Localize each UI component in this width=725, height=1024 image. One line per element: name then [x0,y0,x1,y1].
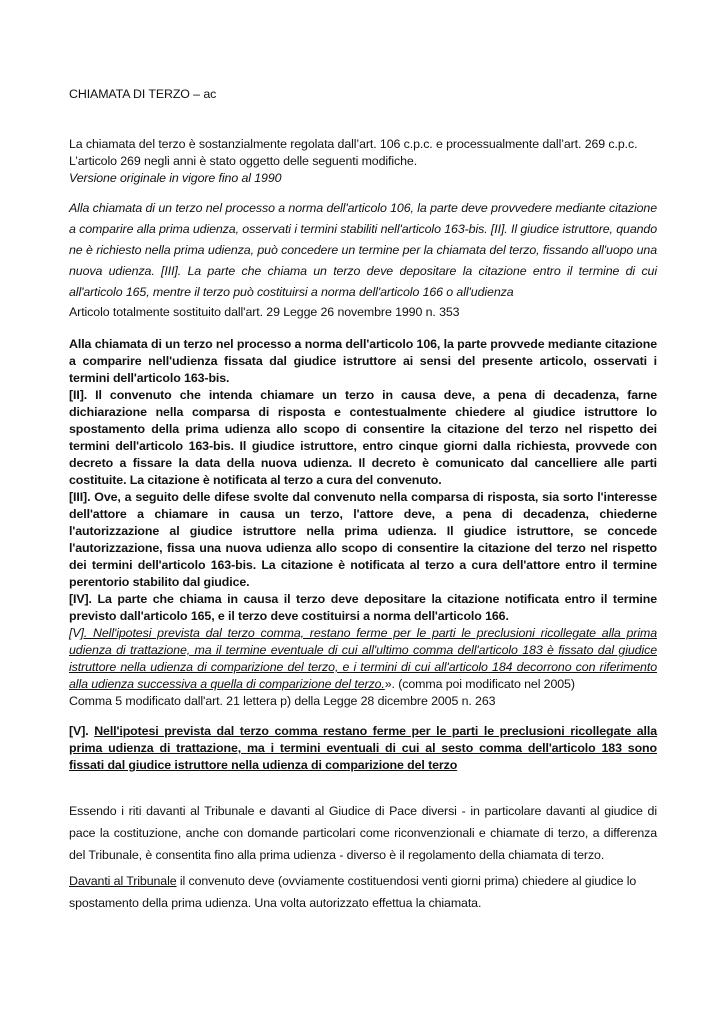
intro-line-1: La chiamata del terzo è sostanzialmente regolata dall’art. 106 c.p.c. e processualmente dall’art. 269 c.p.c. [69,137,638,151]
p5-suffix: ». (comma poi modificato nel 2005) [384,677,575,691]
commentary-paragraph: Essendo i riti davanti al Tribunale e davanti al Giudice di Pace diversi - in particolare davanti al giudice di pace la costituzione, anche con domande particolari come riconvenzionali e chiamate di terzo, a differenza del Tribunale, è consentita fino alla prima udienza - diverso è il regolamento della chiamata di terzo. [69,804,657,862]
law-2005-prefix: [V]. [69,724,95,738]
replaced-note: Articolo totalmente sostituito dall'art. 29 Legge 26 novembre 1990 n. 353 [69,305,460,319]
law-1990-paragraph-5 [69,625,657,693]
p5-underlined: ]. Nell'ipotesi prevista dal terzo comma, restano ferme per le parti le preclusioni ricollegate alla prima udienza di trattazione, ma il termine eventuale di cui all'ultimo comma dell'articolo 183 è fissato dal giudice istruttore nella udienza di comparizione del terzo, e i termini di cui all'articolo 184 decorrono con riferimento alla udienza successiva a quella di comparizione del terzo. [69,626,657,691]
intro-line-2: L’articolo 269 negli anni è stato oggetto delle seguenti modifiche. [69,154,418,168]
tribunale-label: Davanti al Tribunale [69,874,177,888]
tribunale-text: il convenuto deve (ovviamente costituendosi venti giorni prima) chiedere al giudice lo spostamento della prima udienza. Una volta autorizzato effettua la chiamata. [69,874,637,910]
intro-section [69,136,657,187]
intro-line-3: Versione originale in vigore fino al 1990 [69,171,282,185]
original-version-text: Alla chiamata di un terzo nel processo a norma dell'articolo 106, la parte deve provvedere mediante citazione a comparire alla prima udienza, osservati i termini stabiliti nell'articolo 163-bis. [II]. Il giudice istruttore, quando ne è richiesto nella prima udienza, può concedere un termine per la chiamata del terzo, fissando all'uopo una nuova udienza. [III]. La parte che chiama un terzo deve depositare la citazione entro il termine di cui all'articolo 165, mentre il terzo può costituirsi a norma dell'articolo 166 o all'udienza [69,201,657,299]
law-1990-paragraph-3: [III]. Ove, a seguito delle difese svolte dal convenuto nella comparsa di risposta, sia sorto l'interesse dell'attore a chiamare in causa un terzo, l'attore deve, a pena di decadenza, chiederne l'autorizzazione al giudice istruttore nella prima udienza. Il giudice istruttore, se concede l'autorizzazione, fissa una nuova udienza allo scopo di consentire la citazione del terzo nel rispetto dei termini dell'articolo 163-bis. La citazione è notificata al terzo a cura dell'attore entro il termine perentorio stabilito dal giudice. [69,490,657,589]
law-1990-text [69,336,657,693]
law-1990-paragraph-2: [II]. Il convenuto che intenda chiamare un terzo in causa deve, a pena di decadenza, farne dichiarazione nella comparsa di risposta e contestualmente chiedere al giudice istruttore lo spostamento della prima udienza allo scopo di consentire la citazione del terzo nel rispetto dei termini dell'articolo 163-bis. Il giudice istruttore, entro cinque giorni dalla richiesta, provvede con decreto a fissare la data della nuova udienza. Il decreto è comunicato dal cancelliere alle parti costituite. La citazione è notificata al terzo a cura del convenuto. [69,388,657,487]
law-2005-text [69,723,657,774]
law-2005-underlined: Nell'ipotesi prevista dal terzo comma restano ferme per le parti le preclusioni ricollegate alla prima udienza di trattazione, ma i termini eventuali di cui al sesto comma dell'articolo 183 sono fissati dal giudice istruttore nella udienza di comparizione del terzo [69,724,658,772]
p5-prefix: [V [69,626,81,640]
tribunale-paragraph [69,870,657,914]
document-title: CHIAMATA DI TERZO – ac [69,87,217,101]
law-1990-paragraph-4: [IV]. La parte che chiama in causa il terzo deve depositare la citazione notificata entro il termine previsto dall'articolo 165, e il terzo deve costituirsi a norma dell'articolo 166. [69,592,657,623]
amend-note: Comma 5 modificato dall'art. 21 lettera p) della Legge 28 dicembre 2005 n. 263 [69,694,496,708]
law-1990-paragraph-1: Alla chiamata di un terzo nel processo a norma dell'articolo 106, la parte provvede mediante citazione a comparire nell'udienza fissata dal giudice istruttore ai sensi del presente articolo, osservati i termini dell'articolo 163-bis. [69,337,657,385]
